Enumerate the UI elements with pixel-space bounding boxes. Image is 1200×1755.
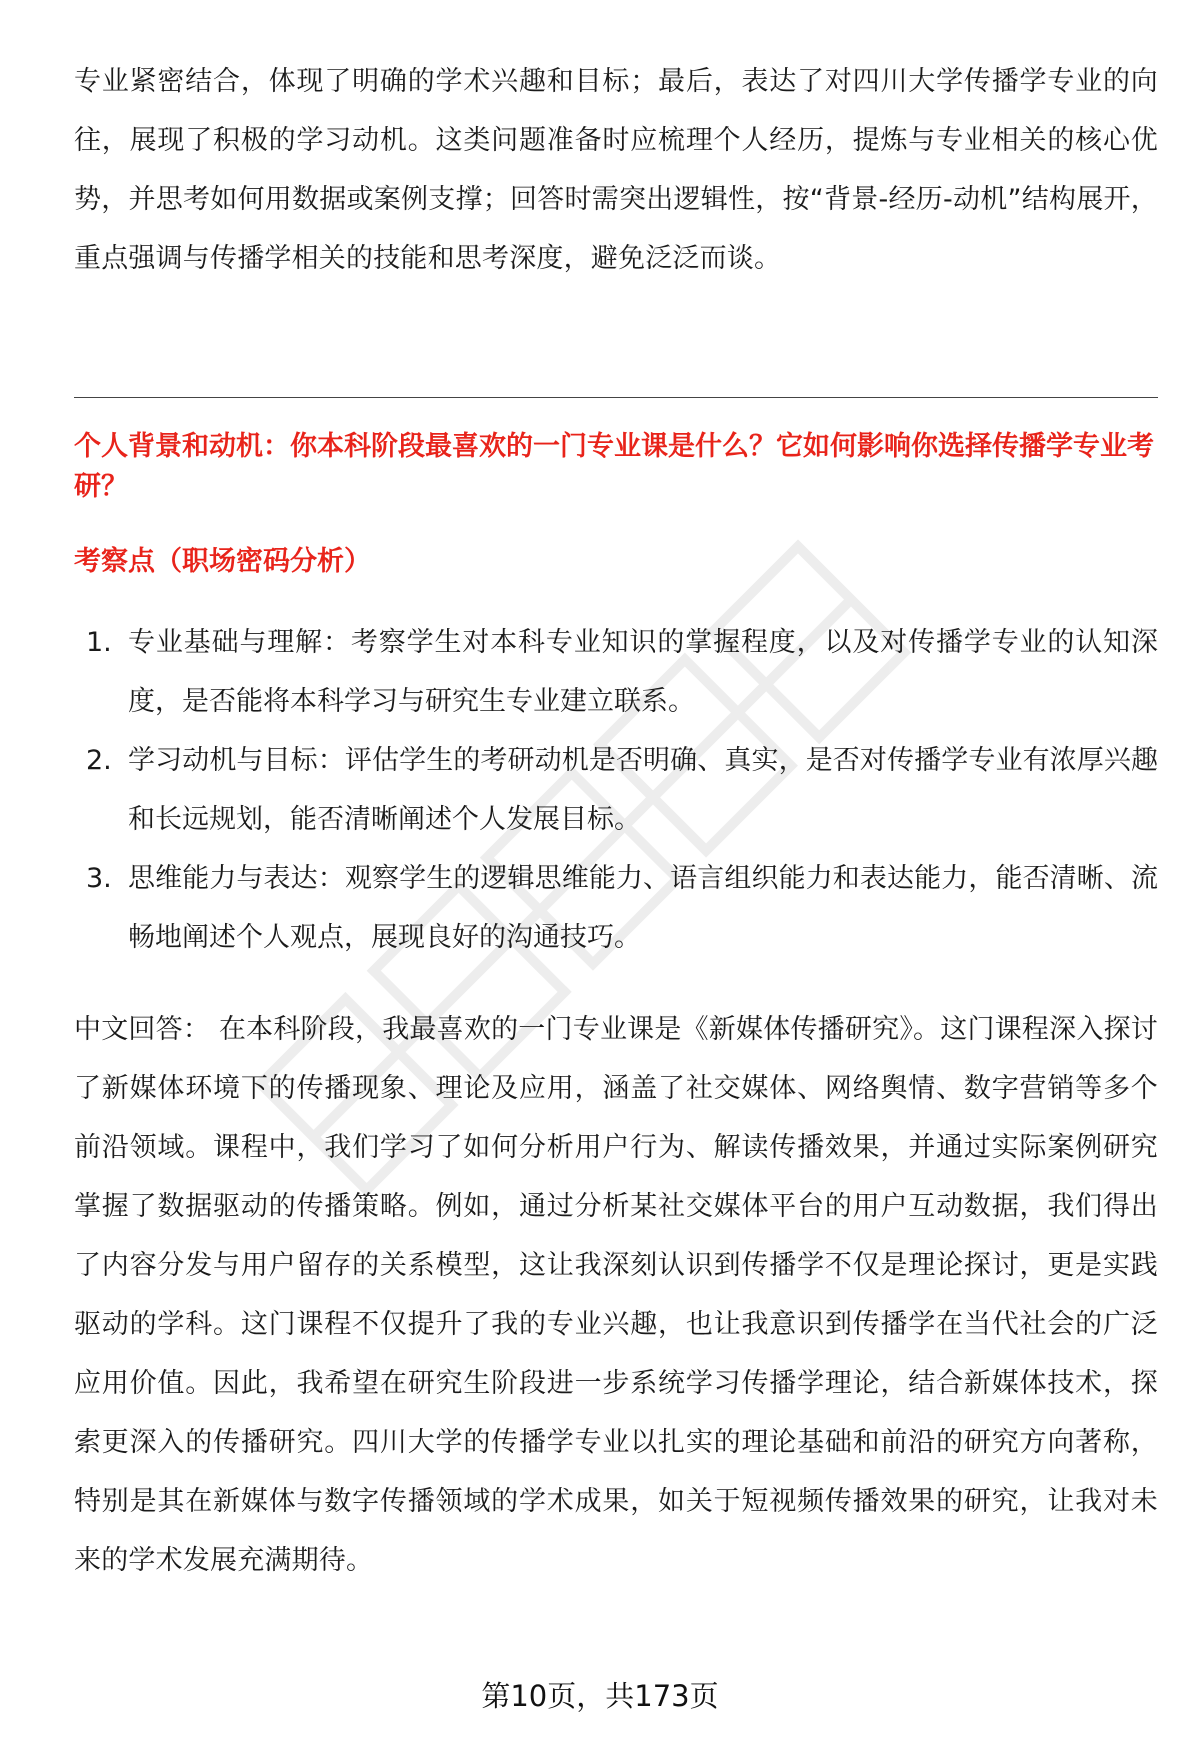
points-list — [74, 613, 1158, 967]
list-item — [74, 731, 1158, 849]
list-item-text: 专业基础与理解：考察学生对本科专业知识的掌握程度，以及对传播学专业的认知深度，是否能将本科学习与研究生专业建立联系。 — [128, 627, 1158, 717]
list-item — [74, 849, 1158, 967]
list-item-number: 1. — [86, 627, 112, 658]
intro-section — [74, 52, 1158, 288]
question-heading: 个人背景和动机：你本科阶段最喜欢的一门专业课是什么？它如何影响你选择传播学专业考研？ — [74, 431, 1154, 502]
section-title: 考察点（职场密码分析） — [74, 546, 371, 577]
answer-paragraph: 中文回答： 在本科阶段，我最喜欢的一门专业课是《新媒体传播研究》。这门课程深入探讨了新媒体环境下的传播现象、理论及应用，涵盖了社交媒体、网络舆情、数字营销等多个前沿领域。课程中，我们学习了如何分析用户行为、解读传播效果，并通过实际案例研究掌握了数据驱动的传播策略。例如，通过分析某社交媒体平台的用户互动数据，我们得出了内容分发与用户留存的关系模型，这让我深刻认识到传播学不仅是理论探讨，更是实践驱动的学科。这门课程不仅提升了我的专业兴趣，也让我意识到传播学在当代社会的广泛应用价值。因此，我希望在研究生阶段进一步系统学习传播学理论，结合新媒体技术，探索更深入的传播研究。四川大学的传播学专业以扎实的理论基础和前沿的研究方向著称，特别是其在新媒体与数字传播领域的学术成果，如关于短视频传播效果的研究，让我对未来的学术发展充满期待。 — [74, 1014, 1158, 1576]
list-item — [74, 613, 1158, 731]
list-item-number: 2. — [86, 745, 112, 776]
intro-paragraph: 专业紧密结合，体现了明确的学术兴趣和目标；最后，表达了对四川大学传播学专业的向往，展现了积极的学习动机。这类问题准备时应梳理个人经历，提炼与专业相关的核心优势，并思考如何用数据或案例支撑；回答时需突出逻辑性，按“背景-经历-动机”结构展开，重点强调与传播学相关的技能和思考深度，避免泛泛而谈。 — [74, 66, 1158, 274]
answer-section — [74, 1000, 1158, 1590]
section-divider — [74, 397, 1158, 398]
list-item-number: 3. — [86, 863, 112, 894]
list-item-text: 学习动机与目标：评估学生的考研动机是否明确、真实，是否对传播学专业有浓厚兴趣和长远规划，能否清晰阐述个人发展目标。 — [128, 745, 1158, 835]
list-item-text: 思维能力与表达：观察学生的逻辑思维能力、语言组织能力和表达能力，能否清晰、流畅地阐述个人观点，展现良好的沟通技巧。 — [128, 863, 1158, 953]
page-number: 第10页，共173页 — [481, 1679, 719, 1713]
